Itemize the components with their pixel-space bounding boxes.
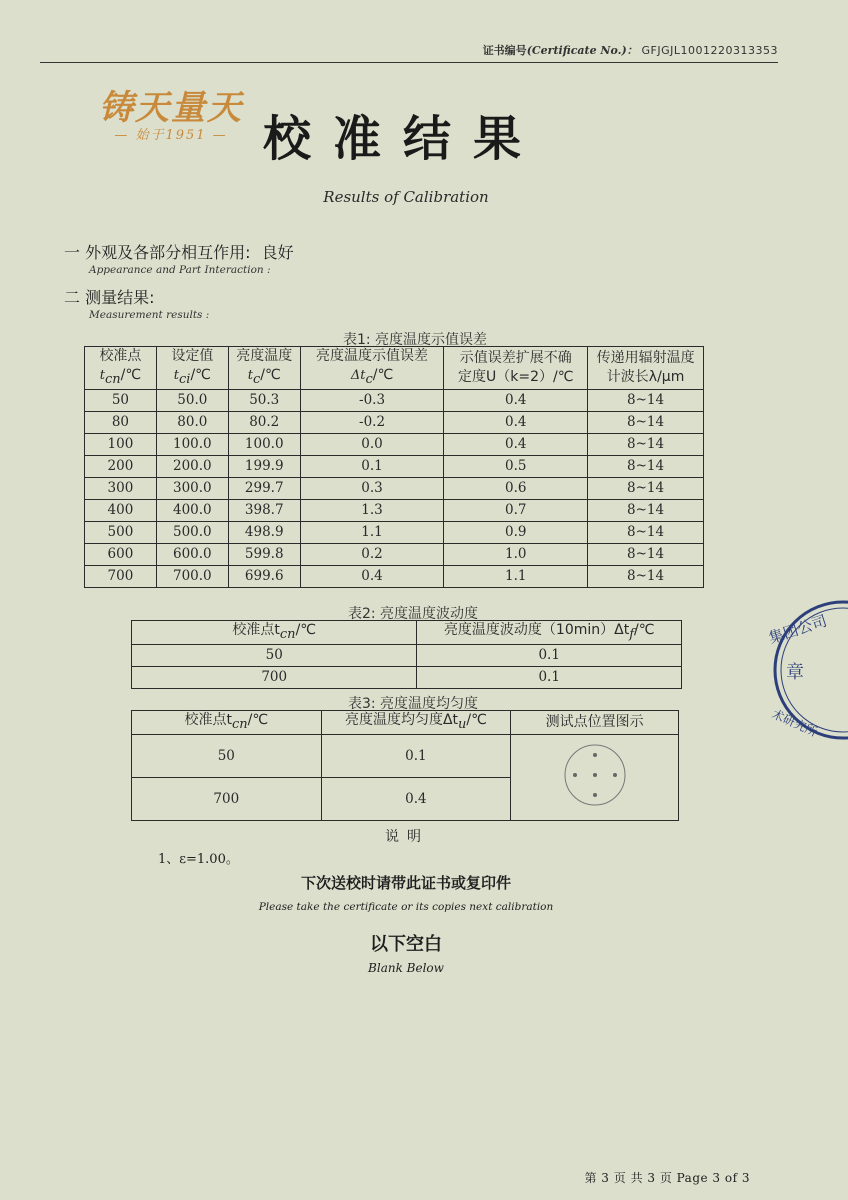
table1-header: 示值误差扩展不确 定度U（k=2）/℃ — [444, 347, 588, 390]
table1-caption: 表1: 亮度温度示值误差 — [342, 332, 488, 348]
page-number: 第 3 页 共 3 页 Page 3 of 3 — [584, 1171, 750, 1185]
table-cell: 699.6 — [228, 565, 300, 587]
table-row — [85, 389, 704, 411]
table2-header: 亮度温度波动度$(10\min)\Delta t_f/℃$ — [417, 621, 682, 645]
test-point — [593, 773, 597, 777]
table-cell: 50 — [85, 389, 157, 411]
table-cell: 50.3 — [228, 389, 300, 411]
table-cell: 498.9 — [228, 521, 300, 543]
certificate-number — [483, 42, 778, 58]
table-cell: 199.9 — [228, 455, 300, 477]
table-row — [85, 499, 704, 521]
table-cell: 0.3 — [300, 477, 444, 499]
table-cell: 8~14 — [588, 411, 704, 433]
table3-header: 校准点$t_{cn}/℃$ — [132, 711, 322, 735]
header-rule — [40, 62, 778, 63]
table1-header: 传递用辐射温度 计波长λ/μm — [588, 347, 704, 390]
table-cell: 0.1 — [321, 734, 511, 777]
table-row — [85, 565, 704, 587]
section-measurement-en: Measurement results : — [89, 309, 210, 321]
table-cell: 400 — [85, 499, 157, 521]
table-cell: 300.0 — [156, 477, 228, 499]
table-row — [132, 666, 682, 688]
table-cell: 1.1 — [444, 565, 588, 587]
table-row — [85, 477, 704, 499]
cert-label-cn: 证书编号 — [482, 44, 527, 57]
table-cell: 0.1 — [300, 455, 444, 477]
notes-title: 说明 — [385, 829, 429, 845]
table-cell: 700 — [85, 565, 157, 587]
table1-header: 设定值 $t_{ci}/℃$ — [156, 347, 228, 390]
table-cell: 700 — [132, 666, 417, 688]
page-title-en: Results of Calibration — [323, 188, 489, 206]
table-cell: 50.0 — [156, 389, 228, 411]
section-appearance-en: Appearance and Part Interaction : — [89, 264, 271, 276]
table-cell: 600 — [85, 543, 157, 565]
table-fluctuation — [131, 620, 682, 689]
table-cell: 50 — [132, 644, 417, 666]
logo-subtext: — 始于1951 — — [114, 128, 228, 143]
test-point — [613, 773, 617, 777]
table2-header: 校准点$t_{cn}/℃$ — [132, 621, 417, 645]
table-cell: 80.2 — [228, 411, 300, 433]
table-cell: 1.1 — [300, 521, 444, 543]
table-row — [85, 411, 704, 433]
table-cell: 0.4 — [444, 411, 588, 433]
table-cell: 500.0 — [156, 521, 228, 543]
table-cell: 8~14 — [588, 543, 704, 565]
seal-text: 术研究所 — [769, 706, 820, 740]
table-cell: 8~14 — [588, 565, 704, 587]
table-cell: 8~14 — [588, 499, 704, 521]
table-cell: 0.1 — [417, 644, 682, 666]
seal-text: 章 — [786, 662, 804, 683]
table-cell: 1.0 — [444, 543, 588, 565]
section-measurement-label: 二 测量结果: — [64, 288, 155, 307]
table1-header: 校准点 $t_{cn}/℃$ — [85, 347, 157, 390]
table3-caption: 表3: 亮度温度均匀度 — [347, 696, 479, 712]
table1-header: 亮度温度示值误差 $\Delta t_c/℃$ — [300, 347, 444, 390]
table-cell: -0.3 — [300, 389, 444, 411]
table-cell: 0.4 — [444, 389, 588, 411]
table-cell: 700 — [132, 777, 322, 820]
table-cell: 8~14 — [588, 521, 704, 543]
cert-number-value: GFJGJL1001220313353 — [641, 44, 778, 57]
table-cell: 299.7 — [228, 477, 300, 499]
official-seal — [748, 598, 848, 748]
bring-certificate-notice-en: Please take the certificate or its copies next calibration — [258, 901, 554, 913]
section-appearance — [64, 240, 294, 263]
table-cell: 500 — [85, 521, 157, 543]
blank-below-en: Blank Below — [368, 961, 444, 975]
table3-header: 测试点位置图示 — [511, 711, 679, 735]
table-cell: 398.7 — [228, 499, 300, 521]
table-cell: 8~14 — [588, 455, 704, 477]
table-cell: 0.7 — [444, 499, 588, 521]
logo-text: 铸天量天 — [99, 88, 243, 128]
table-indication-error — [84, 346, 704, 588]
table-cell: 0.2 — [300, 543, 444, 565]
table1-header: 亮度温度 $t_c/℃$ — [228, 347, 300, 390]
table-cell: 8~14 — [588, 433, 704, 455]
table-row — [85, 433, 704, 455]
table-cell: 0.5 — [444, 455, 588, 477]
section-appearance-label: 一 外观及各部分相互作用: — [64, 243, 251, 262]
section-appearance-value: 良好 — [261, 243, 294, 262]
table-row — [85, 543, 704, 565]
table2-caption: 表2: 亮度温度波动度 — [347, 606, 479, 622]
table-cell: 599.8 — [228, 543, 300, 565]
table-cell: 400.0 — [156, 499, 228, 521]
table-cell: 100.0 — [156, 433, 228, 455]
test-point-diagram-cell — [511, 734, 679, 820]
table-cell: 300 — [85, 477, 157, 499]
page-title: 校准结果 — [263, 111, 544, 167]
table-cell: 80.0 — [156, 411, 228, 433]
table-cell: 8~14 — [588, 477, 704, 499]
test-point — [593, 793, 597, 797]
table-cell: 50 — [132, 734, 322, 777]
test-point-diagram — [560, 740, 630, 810]
note-emissivity: 1、ε=1.00。 — [158, 852, 239, 867]
brand-logo — [86, 88, 256, 144]
table-cell: 0.6 — [444, 477, 588, 499]
table-cell: 600.0 — [156, 543, 228, 565]
table-cell: 0.9 — [444, 521, 588, 543]
table-row — [132, 644, 682, 666]
table-cell: 0.4 — [444, 433, 588, 455]
seal-text: 集团公司 — [766, 611, 830, 648]
table-cell: 0.0 — [300, 433, 444, 455]
table3-header: 亮度温度均匀度$\Delta t_u/℃$ — [321, 711, 511, 735]
table-cell: 8~14 — [588, 389, 704, 411]
bring-certificate-notice: 下次送校时请带此证书或复印件 — [300, 874, 511, 892]
table-cell: 0.4 — [300, 565, 444, 587]
test-point — [593, 753, 597, 757]
table-cell: 0.4 — [321, 777, 511, 820]
table-cell: 200.0 — [156, 455, 228, 477]
table-cell: 1.3 — [300, 499, 444, 521]
table-cell: 80 — [85, 411, 157, 433]
test-point — [573, 773, 577, 777]
table-row — [85, 455, 704, 477]
table-cell: -0.2 — [300, 411, 444, 433]
table-cell: 100 — [85, 433, 157, 455]
blank-below: 以下空白 — [370, 934, 442, 955]
table-row — [85, 521, 704, 543]
seal-icon — [748, 598, 848, 748]
table-uniformity — [131, 710, 679, 821]
table-cell: 0.1 — [417, 666, 682, 688]
table-cell: 100.0 — [228, 433, 300, 455]
cert-label-en: (Certificate No.)： — [526, 44, 638, 57]
table-cell: 700.0 — [156, 565, 228, 587]
table-cell: 200 — [85, 455, 157, 477]
